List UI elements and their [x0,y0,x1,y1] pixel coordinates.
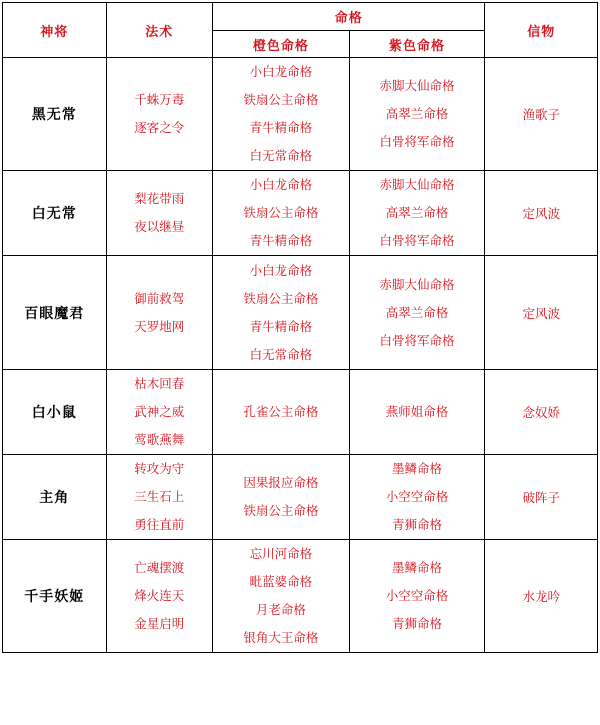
cell-orange-fates-item: 小白龙命格 [249,64,313,79]
cell-shenjiang-name: 千手妖姬 [3,540,107,653]
cell-skills-item: 御前救驾 [134,290,185,306]
cell-skills [106,58,213,171]
table-row [3,256,598,370]
cell-orange-fates [213,455,350,540]
cell-orange-fates-item: 白无常命格 [249,346,313,362]
cell-purple-fates-item: 小空空命格 [385,489,449,504]
cell-skills [106,171,213,256]
cell-skills-item: 逐客之令 [134,120,185,135]
cell-token: 定风波 [485,171,598,256]
table-row [3,58,598,171]
cell-orange-fates-item: 毗蓝婆命格 [249,574,313,589]
cell-orange-fates [213,540,350,653]
cell-orange-fates-item: 青牛精命格 [249,318,313,334]
table-row [3,540,598,653]
cell-skills [106,455,213,540]
cell-skills [106,256,213,370]
cell-shenjiang-name: 黑无常 [3,58,107,171]
header-fate: 命格 [213,3,485,31]
header-name: 神将 [3,3,107,58]
header-fate-purple: 紫色命格 [349,31,485,58]
cell-token: 定风波 [485,256,598,370]
cell-purple-fates-item: 燕师姐命格 [385,404,449,419]
cell-orange-fates [213,171,350,256]
cell-orange-fates-item: 孔雀公主命格 [243,404,319,419]
cell-token: 破阵子 [485,455,598,540]
cell-skills-item: 千蛛万毒 [134,92,185,107]
cell-skills-item: 勇往直前 [134,517,185,532]
cell-skills-item: 武神之威 [134,404,185,419]
cell-orange-fates-item: 因果报应命格 [243,475,319,490]
cell-purple-fates-item: 小空空命格 [385,588,449,603]
cell-purple-fates-item: 高翠兰命格 [385,304,449,320]
cell-purple-fates [349,256,485,370]
cell-purple-fates [349,171,485,256]
header-row-top [3,3,598,31]
cell-purple-fates [349,370,485,455]
cell-skills-item: 烽火连天 [134,588,185,603]
header-token: 信物 [485,3,598,58]
cell-purple-fates-item: 青狮命格 [392,517,443,532]
cell-skills-item: 三生石上 [134,489,185,504]
cell-purple-fates-item: 赤脚大仙命格 [379,78,455,93]
table-row [3,171,598,256]
cell-purple-fates [349,455,485,540]
cell-skills-item: 金星启明 [134,616,185,631]
cell-purple-fates-item: 白骨将军命格 [379,134,455,149]
cell-shenjiang-name: 百眼魔君 [3,256,107,370]
cell-skills-item: 转攻为守 [134,461,185,476]
table-row [3,455,598,540]
cell-purple-fates-item: 青狮命格 [392,616,443,631]
cell-skills-item: 夜以继昼 [134,219,185,234]
cell-skills-item: 莺歌燕舞 [134,432,185,447]
table-header [3,3,598,58]
cell-orange-fates-item: 铁扇公主命格 [243,503,319,518]
cell-shenjiang-name: 主角 [3,455,107,540]
cell-token: 念奴娇 [485,370,598,455]
cell-skills [106,370,213,455]
cell-purple-fates-item: 白骨将军命格 [379,233,455,248]
cell-shenjiang-name: 白无常 [3,171,107,256]
header-fate-orange: 橙色命格 [213,31,350,58]
cell-orange-fates-item: 铁扇公主命格 [243,92,319,107]
cell-purple-fates-item: 墨鳞命格 [392,461,443,476]
cell-orange-fates-item: 月老命格 [255,602,306,617]
cell-purple-fates [349,58,485,171]
cell-purple-fates-item: 赤脚大仙命格 [379,177,455,192]
cell-skills-item: 梨花带雨 [134,191,185,206]
cell-purple-fates-item: 白骨将军命格 [379,332,455,348]
cell-orange-fates-item: 铁扇公主命格 [243,290,319,306]
cell-orange-fates [213,58,350,171]
cell-orange-fates-item: 青牛精命格 [249,233,313,248]
cell-purple-fates-item: 高翠兰命格 [385,205,449,220]
table-body [3,58,598,653]
cell-orange-fates [213,256,350,370]
cell-shenjiang-name: 白小鼠 [3,370,107,455]
table-row [3,370,598,455]
cell-skills [106,540,213,653]
header-skill: 法术 [106,3,213,58]
cell-token: 水龙吟 [485,540,598,653]
cell-purple-fates [349,540,485,653]
cell-orange-fates-item: 青牛精命格 [249,120,313,135]
cell-orange-fates-item: 小白龙命格 [249,262,313,278]
cell-orange-fates-item: 白无常命格 [249,148,313,163]
cell-purple-fates-item: 高翠兰命格 [385,106,449,121]
cell-orange-fates [213,370,350,455]
shenjiang-fate-table [2,2,598,653]
cell-skills-item: 天罗地网 [134,318,185,334]
cell-token: 渔歌子 [485,58,598,171]
cell-orange-fates-item: 忘川河命格 [249,546,313,561]
cell-orange-fates-item: 小白龙命格 [249,177,313,192]
cell-skills-item: 亡魂摆渡 [134,560,185,575]
cell-orange-fates-item: 银角大王命格 [243,630,319,645]
cell-skills-item: 枯木回春 [134,376,185,391]
cell-orange-fates-item: 铁扇公主命格 [243,205,319,220]
cell-purple-fates-item: 赤脚大仙命格 [379,276,455,292]
cell-purple-fates-item: 墨鳞命格 [392,560,443,575]
